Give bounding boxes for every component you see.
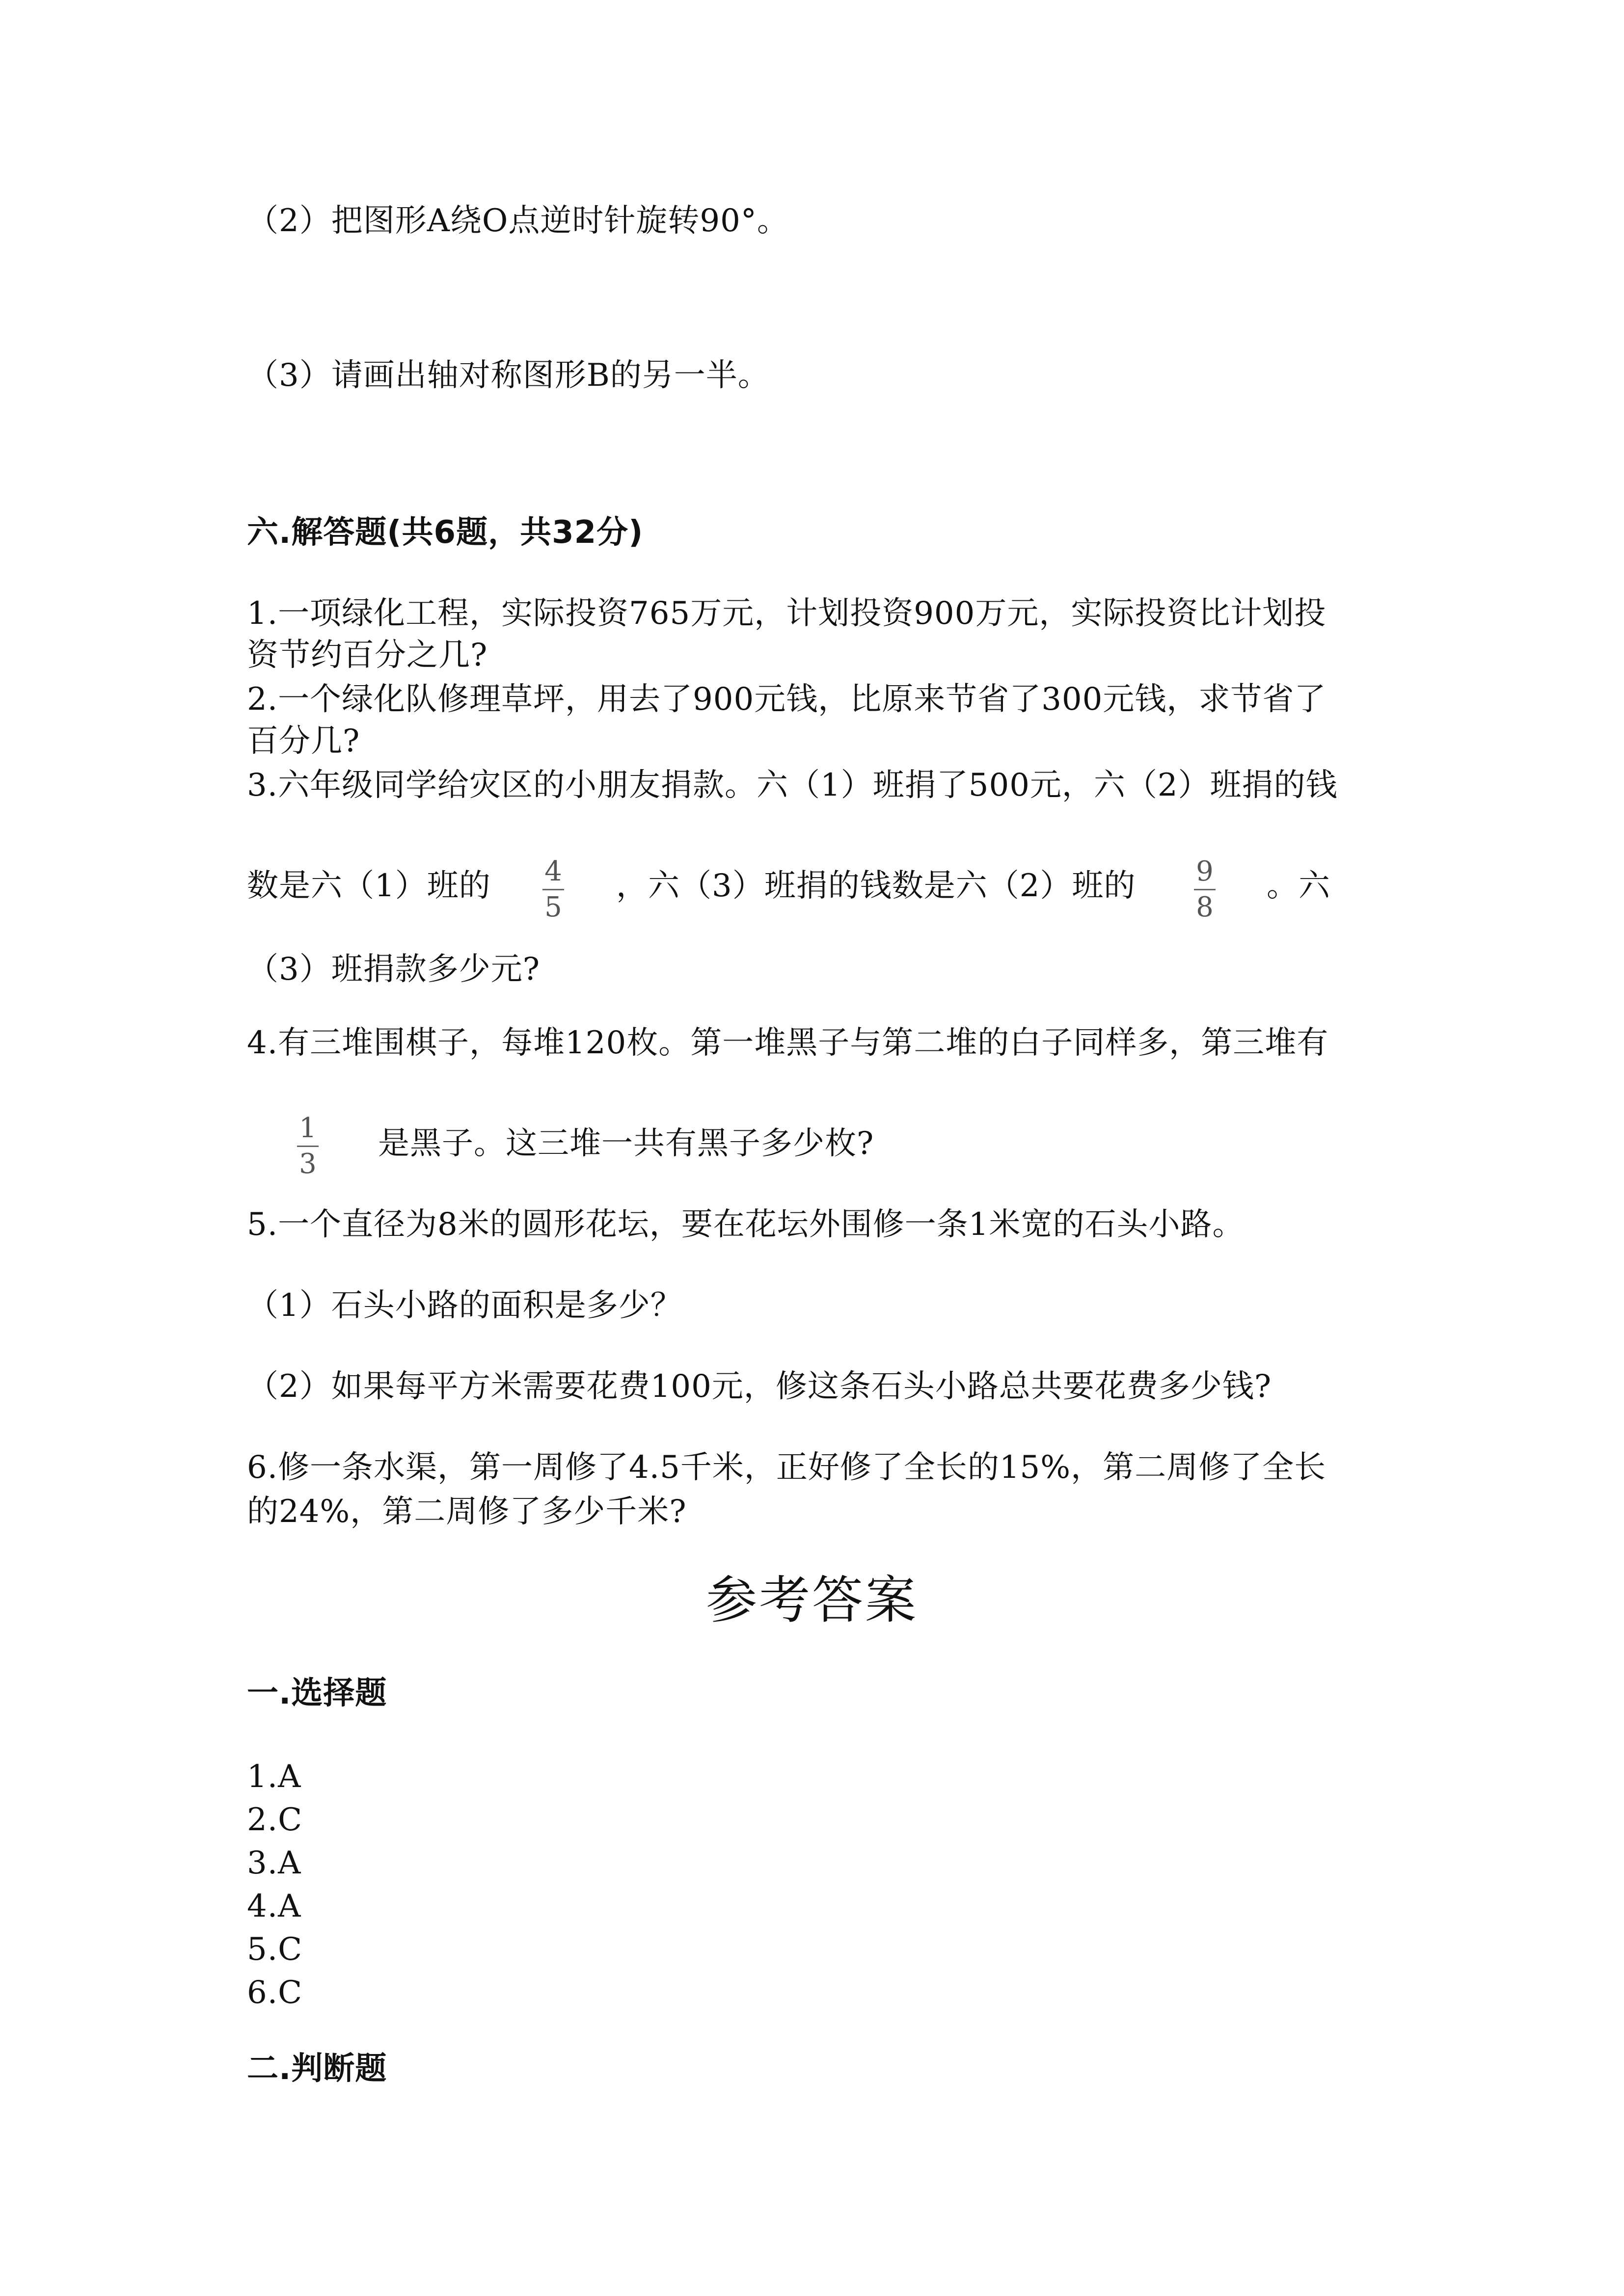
fraction-numerator: 4 [544,855,562,887]
answer-item: 3.A [247,1845,301,1881]
problem1-line2: 资节约百分之几? [247,637,488,673]
problem4-line1: 4.有三堆围棋子，每堆120枚。第一堆黑子与第二堆的白子同样多，第三堆有 [247,1025,1329,1061]
problem3-line2-part1: 数是六（1）班的 [247,868,491,904]
problem2-line2: 百分几? [247,723,360,759]
problem6-line1: 6.修一条水渠，第一周修了4.5千米，正好修了全长的15%，第二周修了全长 [247,1449,1326,1486]
problem4-line2: 是黑子。这三堆一共有黑子多少枚? [378,1125,874,1162]
fraction-four-fifths [542,856,564,923]
problem3-line2-part3: 。六 [1267,868,1330,904]
q5-sub3: （3）请画出轴对称图形B的另一半。 [247,357,770,394]
fraction-numerator: 1 [299,1112,317,1144]
fraction-bar [297,1146,319,1147]
fraction-numerator: 9 [1196,855,1214,887]
fraction-bar [542,889,564,890]
fraction-denominator: 3 [299,1148,317,1180]
fraction-nine-eighths [1194,856,1216,923]
problem2-line1: 2.一个绿化队修理草坪，用去了900元钱，比原来节省了300元钱，求节省了 [247,681,1326,718]
answer-item: 6.C [247,1975,303,2011]
problem3-line1: 3.六年级同学给灾区的小朋友捐款。六（1）班捐了500元，六（2）班捐的钱 [247,767,1338,803]
problem5-sub2: （2）如果每平方米需要花费100元，修这条石头小路总共要花费多少钱? [247,1368,1272,1405]
answers-section1-heading: 一.选择题 [247,1675,387,1711]
section6-heading: 六.解答题(共6题，共32分) [247,514,644,551]
fraction-denominator: 5 [544,891,562,923]
problem6-line2: 的24%，第二周修了多少千米? [247,1494,687,1530]
problem3-line3: （3）班捐款多少元? [247,951,541,988]
fraction-denominator: 8 [1196,891,1214,923]
problem5-sub1: （1）石头小路的面积是多少？ [247,1287,682,1324]
fraction-bar [1194,889,1216,890]
fraction-one-third [297,1113,319,1179]
problem5-line1: 5.一个直径为8米的圆形花坛，要在花坛外围修一条1米宽的石头小路。 [247,1206,1245,1243]
problem1-line1: 1.一项绿化工程，实际投资765万元，计划投资900万元，实际投资比计划投 [247,595,1326,632]
answer-item: 5.C [247,1931,303,1968]
q5-sub2: （2）把图形A绕O点逆时针旋转90°。 [247,203,789,239]
answers-section2-heading: 二.判断题 [247,2051,387,2087]
answer-item: 1.A [247,1759,301,1795]
answer-item: 4.A [247,1888,301,1924]
problem3-line2-part2: ，六（3）班捐的钱数是六（2）班的 [616,868,1136,904]
answer-key-title: 参考答案 [705,1570,918,1630]
answer-item: 2.C [247,1802,303,1838]
